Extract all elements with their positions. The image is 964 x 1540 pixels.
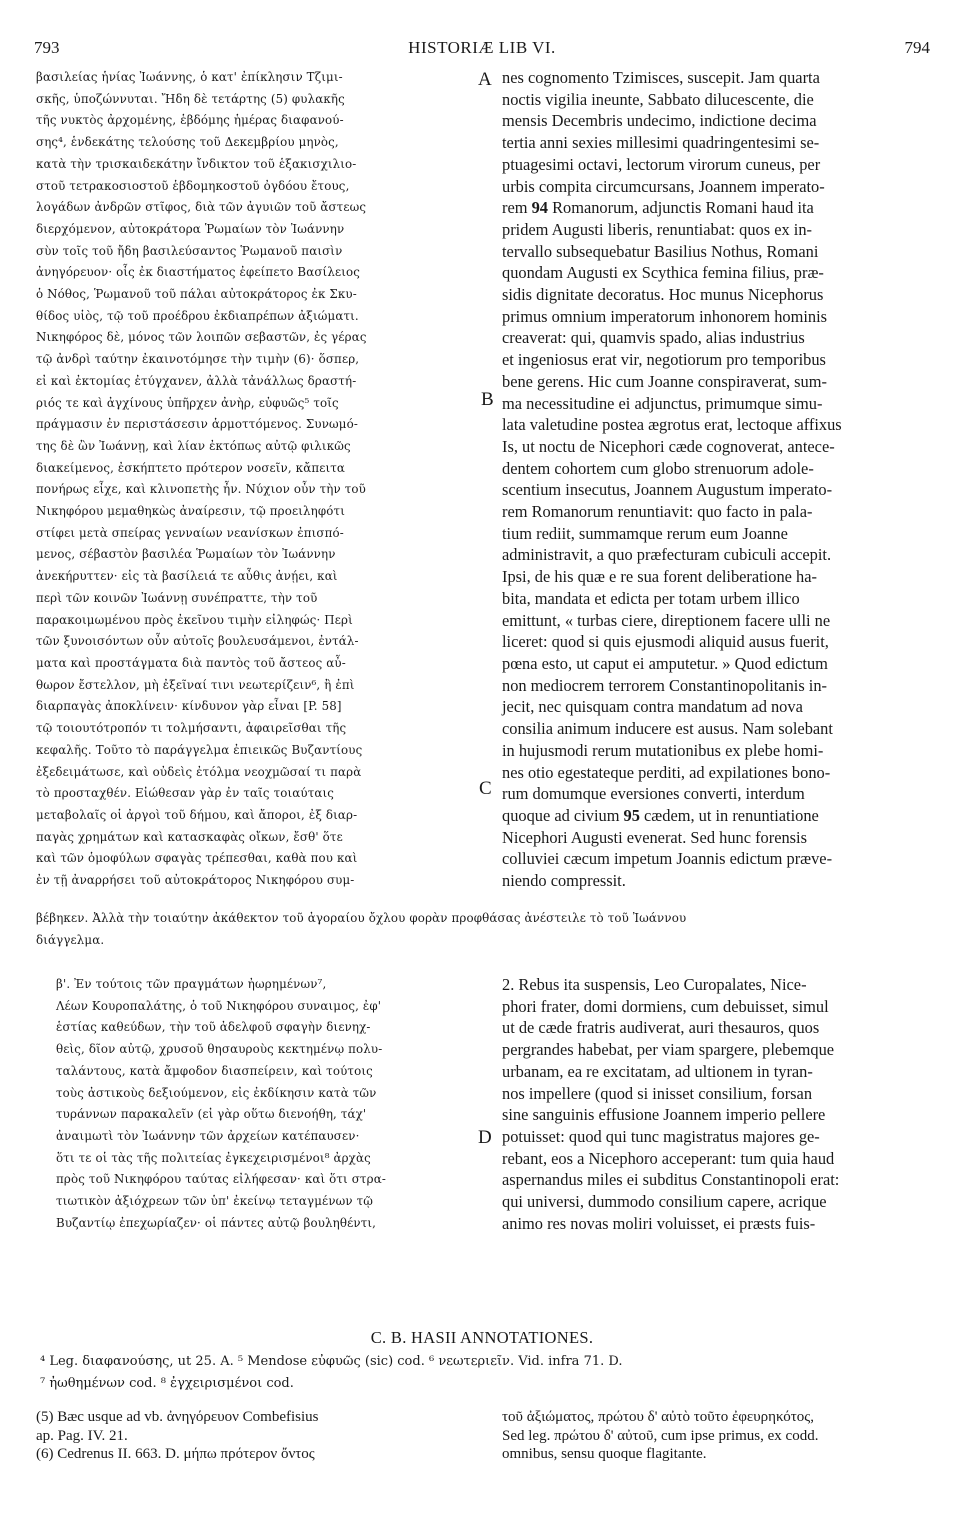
latin-text-line: pridem Augusti liberis, renuntiabat: quos ex in-: [502, 219, 813, 239]
greek-text-line: Νικηφόρου μεμαθηκὼς ἀναίρεσιν, τῷ προειληφότι: [36, 504, 345, 519]
latin-text-line: primus omnium imperatorum inhonorem hominis: [502, 306, 828, 326]
full-width-line-end: διάγγελμα.: [36, 933, 105, 947]
greek-text-line: περὶ τῶν κοινῶν Ἰωάννῃ συνέπραττε, τὴν τοῦ: [36, 590, 318, 605]
greek-text-line: θίδος υἱὸς, τῷ τοῦ προέδρου ἐκδιαπρέπων ἀξιώματι.: [36, 308, 359, 323]
footnote-line-1: ⁴ Leg. διαφανούσης, ut 25. A. ⁵ Mendose εὐφυῶς (sic) cod. ⁶ νεωτεριεῖν. Vid. infra 71. D.: [40, 1354, 623, 1369]
latin-text-line: mensis Decembris undecimo, indictione decima: [502, 111, 817, 131]
greek-text-line: Βυζαντίῳ ἐπεχωρίαζεν· οἱ πάντες αὐτῷ βουληθέντι,: [56, 1215, 377, 1230]
latin-text-continuation: Romanorum, adjunctis Romani haud ita: [547, 198, 814, 218]
annotation-line: (5) Bæc usque ad vb. ἀνηγόρευον Combefisius: [36, 1409, 319, 1425]
greek-text-line: τῷ τοιουτότροπόν τι τολμήσαντι, ἀφαιρεῖσθαι τῆς: [36, 721, 347, 736]
running-header: [34, 38, 930, 62]
latin-text-line: administravit, a quo præfecturam cubiculi accepit.: [502, 545, 832, 565]
latin-text-line: phori frater, domi dormiens, cum debuisset, simul: [502, 996, 829, 1016]
latin-text-line: rebant, eos a Nicephoro acceperant: tum quia haud: [502, 1148, 835, 1168]
full-width-line: βέβηκεν. Ἀλλὰ τὴν τοιαύτην ἀκάθεκτον τοῦ ἀγοραίου ὄχλου φορὰν προφθάσας ἀνέστειλε τὸ τοῦ Ἰωάννου: [36, 911, 687, 925]
running-title: HISTORIÆ LIB VI.: [408, 38, 556, 57]
greek-text-line: της δὲ ὢν Ἰωάννῃ, καὶ λίαν ἐκτόπως αὐτῷ φιλικῶς: [36, 438, 351, 453]
greek-text-line: θωρον ἔστελλον, μὴ ἐξεῖναί τινι νεωτερίζειν⁶, ἢ ἐπὶ: [36, 677, 355, 692]
latin-text-line: rem Romanorum renuntiavit: quo facto in pala-: [502, 502, 813, 522]
latin-text-line: Ipsi, de his quæ e re sua forent deliberatione ha-: [502, 567, 817, 587]
latin-text-line: animo res novas moliri voluisset, ei præsts fuis-: [502, 1213, 816, 1233]
greek-text-line: τοὺς ἀστικοὺς δεξιούμενον, εἰς ἐκδίκησιν κατὰ τῶν: [56, 1085, 377, 1100]
latin-text-line: ptuagesimi octavi, lectorum virorum cuneus, per: [502, 154, 821, 174]
latin-text-line: rum domumque eversiones converti, interdum: [502, 784, 805, 804]
latin-text-line: nes otio egestateque perditi, ad expilationes bono-: [502, 762, 831, 782]
greek-text-line: τιωτικὸν ἀξιόχρεων τῶν ὑπ' ἐκείνῳ τεταγμένων τῷ: [56, 1194, 374, 1209]
latin-text-line: non mediocrem terrorem Constantinopolitanis in-: [502, 675, 828, 695]
greek-column-bottom: [56, 974, 486, 1234]
greek-text-line: παγὰς χρημάτων καὶ κατασκαφὰς οἴκων, ἔσθ' ὅτε: [36, 829, 343, 844]
latin-column-bottom: [502, 974, 932, 1234]
latin-text-line: nos impellere (quod si inisset consilium, forsan: [502, 1083, 813, 1103]
annotations-title: C. B. HASII ANNOTATIONES.: [370, 1328, 594, 1347]
latin-text-line: jecit, nec quisquam contra mandatum ad nova: [502, 697, 803, 717]
latin-text-line: ma necessitudine ei adjunctus, primumque simu-: [502, 393, 823, 413]
greek-text-line: ἀνηγόρευον· οἷς ἐκ διαστήματος ἐφείπετο Βασίλειος: [36, 265, 361, 280]
greek-text-line: β'. Ἐν τούτοις τῶν πραγμάτων ἠωρημένων⁷,: [56, 977, 327, 991]
latin-text-line: noctis vigilia ineunte, Sabbato dilucescente, die: [502, 89, 814, 109]
greek-text-line: τῶν ξυνοισόντων οὖν αὐτοῖς βουλευσάμενοι, ἐντάλ-: [36, 634, 359, 649]
right-page-number: 794: [904, 38, 930, 57]
latin-text-line: colluviei cæcum impetum Joannis edictum præve-: [502, 849, 833, 869]
latin-text-line: ut de cæde fratris audiverat, auri thesauros, quos: [502, 1018, 820, 1038]
greek-text-line: ἀναιμωτὶ τὸν Ἰωάννην τῶν ἀρχείων κατέπαυσεν·: [56, 1128, 360, 1143]
latin-text-line: urbanam, ea re excitatam, ad ultionem in tyran-: [502, 1061, 813, 1081]
greek-text-line: στοῦ τετρακοσιοστοῦ ἑβδομηκοστοῦ ὀγδόου ἔτους,: [36, 178, 350, 193]
greek-text-line: κατὰ τὴν τρισκαιδεκάτην ἴνδικτον τοῦ ἑξακισχιλιο-: [36, 156, 357, 171]
latin-text-line: bita, mandata et edicta per totam urbem illico: [502, 588, 800, 608]
latin-text-line: 2. Rebus ita suspensis, Leo Curopalates, Nice-: [502, 975, 807, 994]
latin-text-line: quondam Augusti ex Scythica femina filius, præ-: [502, 263, 824, 283]
latin-text-line: dentem cohortem cum globo strenuorum adole-: [502, 458, 814, 478]
greek-text-line: ἐξεδειμάτωσε, καὶ οὐδεὶς ἐτόλμα νεοχμῶσαί τι παρὰ: [36, 764, 362, 779]
latin-text-line: niendo compressit.: [502, 871, 626, 891]
latin-text-line: liceret: quod si quis ejusmodi aliquid ausus fuerit,: [502, 632, 829, 652]
latin-text-line: tervallo subsequebatur Basilius Nothus, Romani: [502, 241, 819, 261]
latin-text-line: potuisset: quod qui tunc magistratus majores ge-: [502, 1126, 820, 1146]
greek-text-line: θεὶς, δῖον αὐτῷ, χρυσοῦ θησαυροὺς κεκτημένῳ πολυ-: [56, 1042, 383, 1057]
greek-text-line: παρακοιμωμένου πρὸς ἐκεῖνου τιμὴν εἰληφώς· Περὶ: [36, 612, 353, 627]
latin-text-line: lata valetudine postea ægrotus erat, lectoque affixus: [502, 415, 842, 435]
greek-text-line: τῆς νυκτὸς ἀρχομένης, ἑβδόμης ἡμέρας διαφανού-: [36, 113, 344, 128]
greek-text-line: λογάδων ἀνδρῶν στῖφος, διὰ τῶν ἀγυιῶν τοῦ ἄστεως: [36, 200, 367, 215]
latin-text-line: quoque ad civium 95 cædem, ut in renuntiatione: [502, 805, 819, 825]
latin-text-line: Nicephori Augusti evenerat. Sed hunc forensis: [502, 827, 807, 847]
latin-text-line: scentium insecutus, Joannem Augustum imperato-: [502, 480, 833, 500]
latin-text-continuation: cædem, ut in renuntiatione: [639, 805, 819, 825]
latin-text-line: Is, ut noctu de Nicephori cæde cognoverat, antece-: [502, 436, 835, 456]
margin-letter-b: B: [481, 389, 494, 410]
column-number-marker: 95: [623, 805, 640, 825]
greek-text-line: στίφει μετὰ σπείρας γενναίων νεανίσκων ἐπισπό-: [36, 525, 344, 540]
latin-text-line: sine sanguinis effusione Joannem imperio pellere: [502, 1105, 826, 1125]
latin-text-line: tertia anni sexies millesimi quadringentesimi se-: [502, 133, 820, 153]
greek-text-line: σὺν τοῖς τοῦ ἤδη βασιλεύσαντος Ῥωμανοῦ παισὶν: [36, 243, 343, 258]
latin-text-line: tium rediit, summamque rerum eum Joanne: [502, 523, 788, 543]
annotation-line: ap. Pag. IV. 21.: [36, 1427, 128, 1444]
greek-text-line: ματα καὶ προστάγματα διὰ παντὸς τοῦ ἄστεος αὖ-: [36, 655, 346, 670]
greek-text-line: ὅτι τε οἱ τὰς τῆς πολιτείας ἐγκεχειρισμένοι⁸ ἀρχὰς: [56, 1150, 371, 1165]
latin-text-line: consilia animum inducere est ausus. Nam solebant: [502, 719, 833, 739]
latin-text-line: creaverat: qui, quamvis spado, alias industrius: [502, 328, 805, 348]
greek-text-line: σης⁴, ἑνδεκάτης τελούσης τοῦ Δεκεμβρίου μηνὸς,: [36, 135, 339, 150]
greek-text-line: πρὸς τοῦ Νικηφόρου ταύτας εἰλήφεσαν· καὶ ὅτι στρα-: [56, 1172, 386, 1187]
latin-column-top: [502, 67, 932, 892]
greek-text-line: ἐν τῇ ἀναρρήσει τοῦ αὐτοκράτορος Νικηφόρου συμ-: [36, 873, 355, 888]
greek-text-line: πράγμασιν ἐν περιστάσεσιν ἁρμοττόμενος. Συνωμό-: [36, 417, 359, 432]
greek-text-line: ριός τε καὶ ἀγχίνους ὑπῆρχεν ἀνὴρ, εὐφυῶς⁵ τοῖς: [36, 395, 339, 410]
greek-text-line: κεφαλῆς. Τοῦτο τὸ παράγγελμα ἐπιεικῶς Βυζαντίους: [36, 742, 363, 757]
annotation-line: (6) Cedrenus II. 663. D. μήπω πρότερον ὄντος: [36, 1446, 315, 1462]
footnote-line-2: ⁷ ἠωθημένων cod. ⁸ ἐγχειρισμένοι cod.: [40, 1376, 294, 1391]
greek-text-line: διακείμενος, ἐσκήπτετο πρότερον νοσεῖν, κἄπειτα: [36, 460, 346, 475]
latin-text-line: qui universi, dummodo consilium capere, acrique: [502, 1192, 827, 1212]
margin-letter-d: D: [478, 1127, 492, 1148]
latin-text-line: et ingeniosus erat vir, negotiorum pro temporibus: [502, 350, 826, 370]
margin-letter-c: C: [479, 778, 492, 799]
greek-text-line: μενος, σέβαστὸν βασιλέα Ῥωμαίων τὸν Ἰωάννην: [36, 547, 336, 562]
latin-text-line: sidis dignitate decoratus. Hoc munus Nicephorus: [502, 285, 824, 305]
greek-text-line: βασιλείας ἡνίας Ἰωάννης, ὁ κατ' ἐπίκλησιν Τζιμι-: [36, 70, 343, 84]
latin-text-line: rem 94 Romanorum, adjunctis Romani haud ita: [502, 198, 814, 218]
latin-text-line: pergrandes habebat, per viam spargere, plebemque: [502, 1040, 835, 1060]
annotation-left: [36, 1408, 319, 1464]
greek-text-line: διερχόμενον, αὐτοκράτορα Ῥωμαίων τὸν Ἰωάννην: [36, 221, 345, 236]
latin-text-line: pœna esto, ut caput ei amputetur. » Quod edictum: [502, 653, 828, 673]
greek-text-line: διαρπαγὰς ἀποκλίνειν· κίνδυνον γὰρ εἶναι [P. 58]: [36, 699, 342, 714]
latin-text-line: bene gerens. Hic cum Joanne conspiraverat, sum-: [502, 371, 827, 391]
annotation-line: Sed leg. πρώτου δ' αὐτοῦ, cum ipse primus, ex codd.: [502, 1427, 819, 1444]
latin-text-line: nes cognomento Tzimisces, suscepit. Jam quarta: [502, 68, 820, 87]
latin-text-line: urbis compita circumcursans, Joannem imperato-: [502, 176, 825, 196]
annotation-line: τοῦ ἀξιώματος, πρώτου δ' αὐτὸ τοῦτο ἐφευρηκότος,: [502, 1409, 814, 1425]
greek-text-line: ἀνεκήρυττεν· εἰς τὰ βασίλειά τε αὖθις ἀνῄει, καὶ: [36, 569, 338, 584]
greek-text-line: τυράννων παρακαλεῖν (εἰ γὰρ οὕτω διενοήθη, τάχ': [56, 1107, 367, 1122]
greek-text-line: ταλάντους, κατὰ ἄμφοδον διασπείρειν, καὶ τούτοις: [56, 1063, 373, 1078]
greek-text-line: σκῆς, ὑποζώννυται. Ἤδη δὲ τετάρτης (5) φυλακῆς: [36, 91, 345, 106]
annotation-right: [502, 1408, 818, 1464]
latin-text-line: aspernandus miles ei subditus Constantinopoli erat:: [502, 1170, 840, 1190]
greek-text-line: πονήρως εἶχε, καὶ κλινοπετὴς ἦν. Νύχιον οὖν τὴν τοῦ: [36, 482, 366, 497]
greek-text-line: ἑστίας καθεύδων, τὴν τοῦ ἀδελφοῦ σφαγὴν διενηχ-: [56, 1020, 371, 1035]
greek-column-top: [36, 67, 488, 892]
greek-text-line: καὶ τῶν ὁμοφύλων σφαγὰς τρέπεσθαι, καθὰ που καὶ: [36, 851, 358, 866]
latin-text-line: emittunt, « turbas ciere, direptionem facere ulli ne: [502, 610, 831, 630]
greek-text-line: τὸ προσταχθέν. Εἰώθεσαν γὰρ ἐν ταῖς τοιαύταις: [36, 786, 335, 801]
annotation-line: omnibus, sensu quoque flagitante.: [502, 1446, 707, 1462]
left-page-number: 793: [34, 38, 60, 57]
margin-letter-a: A: [478, 69, 492, 90]
greek-text-line: τῷ ἀνδρὶ ταύτην ἐκαινοτόμησε τὴν τιμὴν (6)· ὅσπερ,: [36, 352, 360, 367]
greek-text-line: Νικηφόρος δὲ, μόνος τῶν λοιπῶν σεβαστῶν, ἐς γέρας: [36, 330, 367, 345]
column-number-marker: 94: [531, 198, 548, 218]
greek-text-line: εἰ καὶ ἐκτομίας ἐτύγχανεν, ἀλλὰ τἀνάλλως δραστή-: [36, 373, 357, 388]
latin-text-line: in hujusmodi rerum mutationibus ex plebe homi-: [502, 740, 824, 760]
greek-text-line: μεταβολαῖς οἱ ἀργοὶ τοῦ δήμου, καὶ ἄποροι, ἐξ διαρ-: [36, 807, 358, 822]
greek-text-line: ὁ Νόθος, Ῥωμανοῦ τοῦ πάλαι αὐτοκράτορος ἐκ Σκυ-: [36, 287, 357, 302]
greek-text-line: Λέων Κουροπαλάτης, ὁ τοῦ Νικηφόρου συναιμος, ἐφ': [56, 998, 382, 1013]
